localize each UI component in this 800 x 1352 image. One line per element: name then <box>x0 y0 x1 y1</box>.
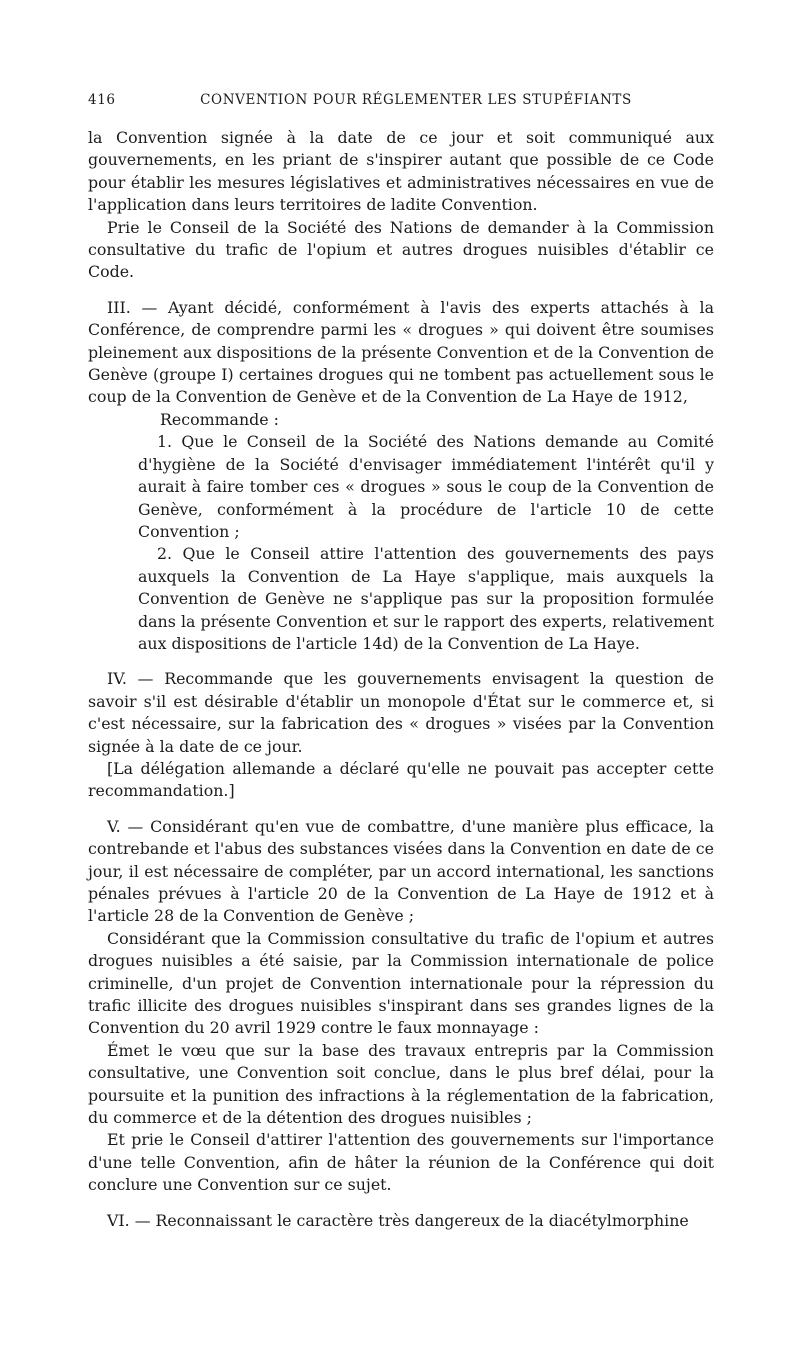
section-v: V. — Considérant qu'en vue de combattre, d'une manière plus efficace, la contrebande et l'abus des substances visées dans la Convention en date de ce jour, il est nécessaire de compléter, par un accord international, les sanctions pénales prévues à l'article 20 de la Convention de La Haye de 1912 et à l'article 28 de la Convention de Genève ; <box>88 816 714 926</box>
paragraph: Prie le Conseil de la Société des Nations de demander à la Commission consultative du trafic de l'opium et autres drogues nuisibles d'établir ce Code. <box>88 217 714 282</box>
editorial-note: [La délégation allemande a déclaré qu'elle ne pouvait pas accepter cette recommandation.] <box>88 758 714 801</box>
list-item: 2. Que le Conseil attire l'attention des gouvernements des pays auxquels la Convention de La Haye s'applique, mais auxquels la Convention de Genève ne s'applique pas sur la proposition formulée dans la présente Convention et sur le rapport des experts, relativement aux dispositions de l'article 14d) de la Convention de La Haye. <box>138 544 714 653</box>
paragraph: Émet le vœu que sur la base des travaux entrepris par la Commission consultative, une Convention soit conclue, dans le plus bref délai, pour la poursuite et la punition des infractions à la réglementation de la fabrication, du commerce et de la détention des drogues nuisibles ; <box>88 1040 714 1128</box>
paragraph: la Convention signée à la date de ce jour et soit communiqué aux gouvernements, en les priant de s'inspirer autant que possible de ce Code pour établir les mesures législatives et administratives nécessaires en vue de l'application dans leurs territoires de ladite Convention. <box>88 128 714 215</box>
list-item: 1. Que le Conseil de la Société des Nations demande au Comité d'hygiène de la Société d'envisager immédiatement l'intérêt qu'il y aurait à faire tomber ces « drogues » sous le coup de la Convention de Genève, conformément à la procédure de l'article 10 de cette Convention ; <box>138 432 714 541</box>
paragraph: Et prie le Conseil d'attirer l'attention des gouvernements sur l'importance d'une telle Convention, afin de hâter la réunion de la Conférence qui doit conclure une Convention sur ce sujet. <box>88 1130 714 1195</box>
section-vi: VI. — Reconnaissant le caractère très dangereux de la diacétylmorphine <box>107 1210 689 1230</box>
recommande-label: Recommande : <box>160 409 279 429</box>
section-iii: III. — Ayant décidé, conformément à l'avis des experts attachés à la Conférence, de comprendre parmi les « drogues » qui doivent être soumises pleinement aux dispositions de la présente Convention et de la Convention de Genève (groupe I) certaines drogues qui ne tombent pas actuellement sous le coup de la Convention de Genève et de la Convention de La Haye de 1912, <box>88 297 714 407</box>
paragraph: Considérant que la Commission consultative du trafic de l'opium et autres drogues nuisibles a été saisie, par la Commission internationale de police criminelle, d'un projet de Convention internationale pour la répression du trafic illicite des drogues nuisibles s'inspirant dans ses grandes lignes de la Convention du 20 avril 1929 contre le faux monnayage : <box>88 928 714 1038</box>
page-number: 416 <box>88 92 116 108</box>
page-header <box>88 92 714 114</box>
running-title: CONVENTION POUR RÉGLEMENTER LES STUPÉFIANTS <box>200 92 632 108</box>
section-iv: IV. — Recommande que les gouvernements envisagent la question de savoir s'il est désirable d'établir un monopole d'État sur le commerce et, si c'est nécessaire, sur la fabrication des « drogues » visées par la Convention signée à la date de ce jour. <box>88 669 714 756</box>
page-body <box>88 127 714 1232</box>
